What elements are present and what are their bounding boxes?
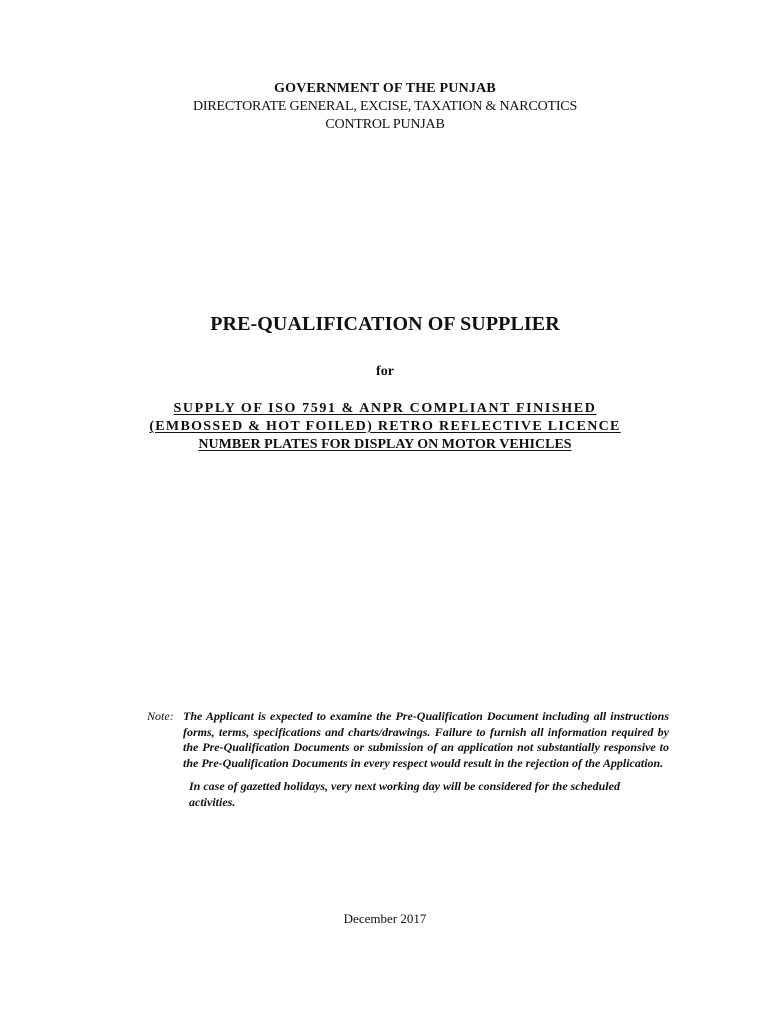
note-text: The Applicant is expected to examine the Pre-Qualification Document including all instructions forms, terms, specifications and charts/drawings. Failure to furnish all information required by the Pre-Qualification Documents or submission of an application not substantially responsive to the Pre-Qualification Documents in every respect would result in the rejection of the Application. — [183, 709, 669, 770]
subject-line-1: SUPPLY OF ISO 7591 & ANPR COMPLIANT FINISHED — [173, 401, 597, 416]
subject-line-2: (EMBOSSED & HOT FOILED) RETRO REFLECTIVE LICENCE — [149, 419, 621, 434]
document-date: December 2017 — [343, 911, 427, 926]
note-block — [147, 709, 672, 810]
government-title: GOVERNMENT OF THE PUNJAB — [274, 81, 496, 96]
document-title: PRE-QUALIFICATION OF SUPPLIER — [210, 313, 560, 335]
directorate-name-line-1: DIRECTORATE GENERAL, EXCISE, TAXATION & NARCOTICS — [192, 99, 578, 114]
holiday-note: In case of gazetted holidays, very next working day will be considered for the scheduled activities. — [189, 779, 620, 809]
document-header — [0, 80, 770, 134]
subject-block — [90, 400, 680, 454]
directorate-name-line-2: CONTROL PUNJAB — [325, 117, 445, 132]
for-label: for — [376, 364, 394, 379]
subject-line-3: NUMBER PLATES FOR DISPLAY ON MOTOR VEHICLES — [198, 437, 572, 452]
note-label: Note: — [147, 709, 174, 723]
